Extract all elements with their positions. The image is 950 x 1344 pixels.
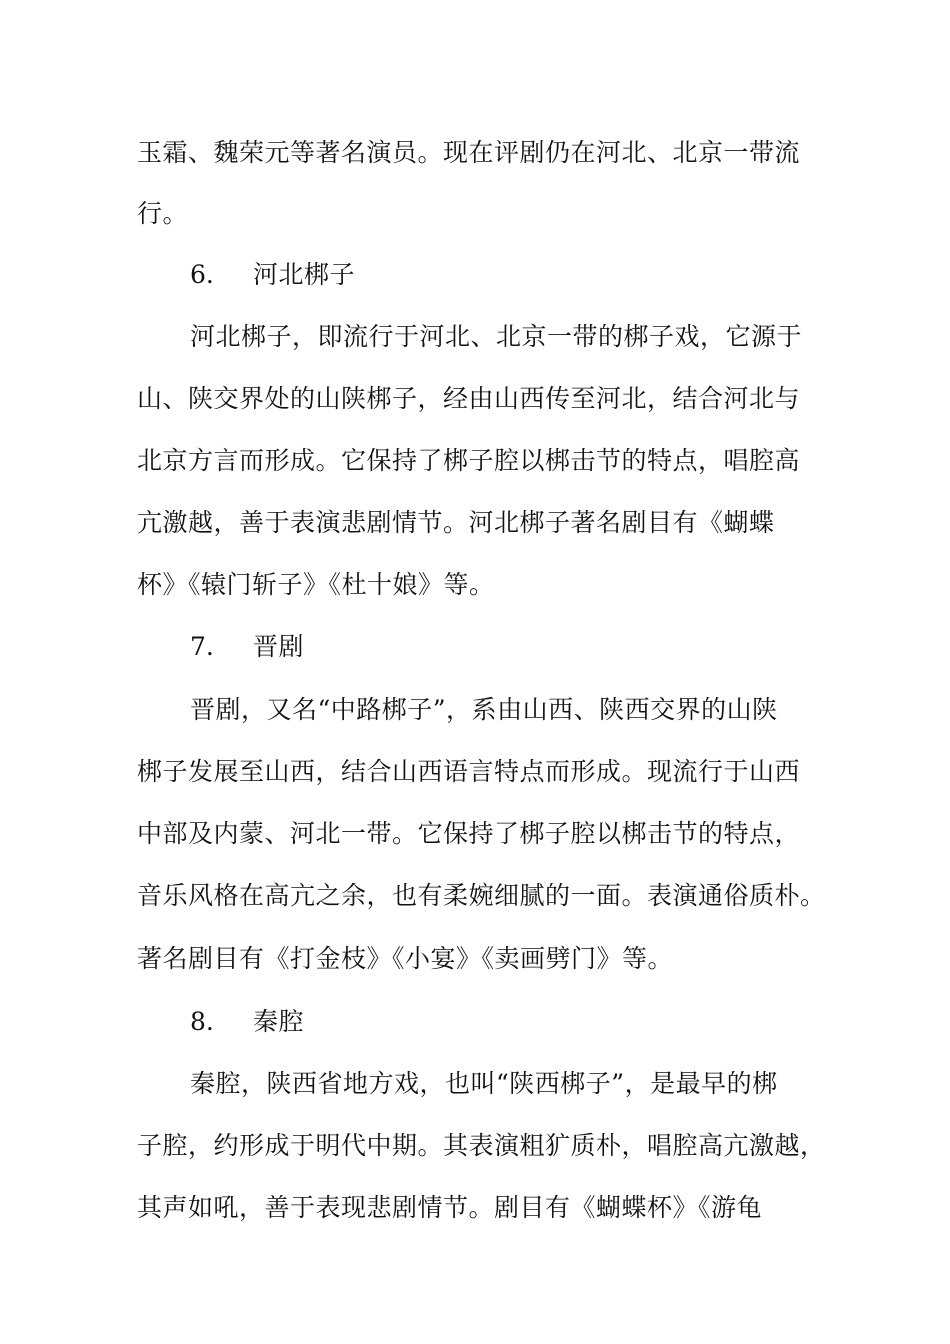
text-line: 其声如吼，善于表现悲剧情节。剧目有《蝴蝶杯》《游龟 [137, 1193, 763, 1222]
section-title: 河北梆子 [253, 260, 356, 289]
text-line: 山、陕交界处的山陕梆子，经由山西传至河北，结合河北与 [137, 384, 801, 413]
text-line: 北京方言而形成。它保持了梆子腔以梆击节的特点，唱腔高 [137, 446, 801, 475]
text-line: 行。 [137, 199, 189, 228]
section-number: 7. [190, 632, 214, 661]
section-title: 晋剧 [253, 632, 305, 661]
text-line: 亢激越，善于表演悲剧情节。河北梆子著名剧目有《蝴蝶 [137, 508, 775, 537]
section-number: 8. [190, 1007, 214, 1036]
text-line: 晋剧，又名“中路梆子”，系由山西、陕西交界的山陕 [190, 695, 778, 724]
text-line: 河北梆子，即流行于河北、北京一带的梆子戏，它源于 [190, 322, 803, 351]
text-line: 子腔，约形成于明代中期。其表演粗犷质朴，唱腔高亢激越， [137, 1131, 826, 1160]
text-line: 玉霜、魏荣元等著名演员。现在评剧仍在河北、北京一带流 [137, 138, 801, 167]
text-line: 著名剧目有《打金枝》《小宴》《卖画劈门》等。 [137, 944, 674, 973]
text-line: 杯》《辕门斩子》《杜十娘》等。 [137, 570, 495, 599]
section-title: 秦腔 [253, 1007, 305, 1036]
text-line: 音乐风格在高亢之余，也有柔婉细腻的一面。表演通俗质朴。 [137, 881, 826, 910]
text-line: 中部及内蒙、河北一带。它保持了梆子腔以梆击节的特点， [137, 819, 801, 848]
section-number: 6. [190, 260, 214, 289]
text-line: 梆子发展至山西，结合山西语言特点而形成。现流行于山西 [137, 757, 801, 786]
text-line: 秦腔，陕西省地方戏，也叫“陕西梆子”，是最早的梆 [190, 1069, 778, 1098]
